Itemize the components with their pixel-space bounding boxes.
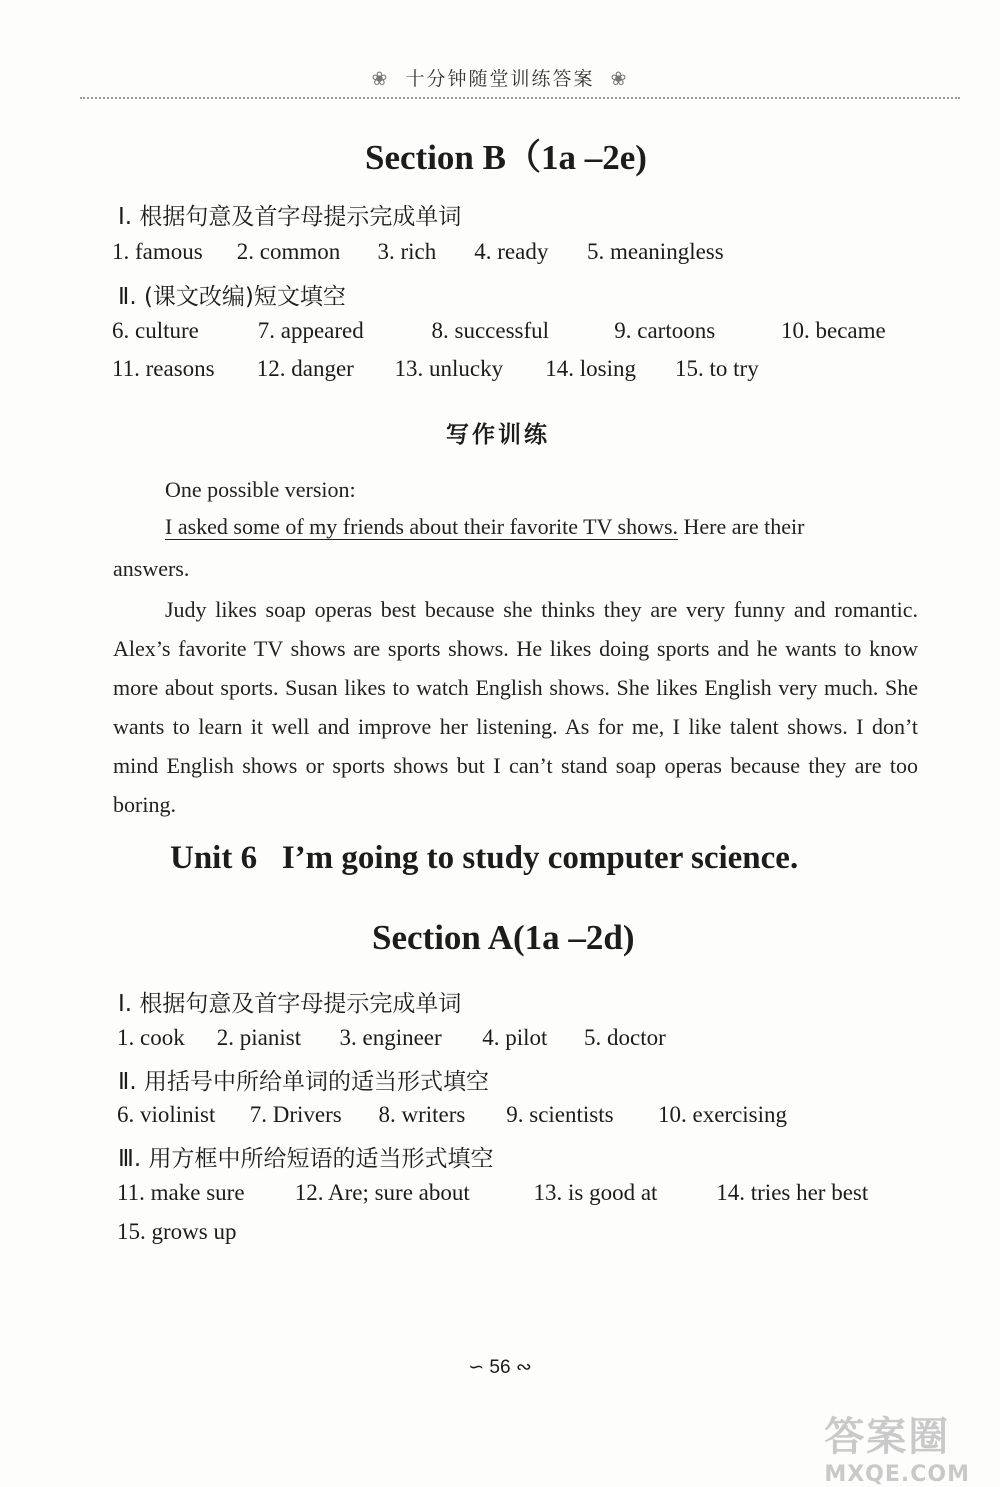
section-a-title: Section A(1a –2d): [372, 918, 635, 957]
unit-title: Unit 6 I’m going to study computer science.: [170, 840, 799, 876]
answer: 11. make sure: [117, 1180, 245, 1205]
underlined-sentence: I asked some of my friends about their favorite TV shows.: [165, 514, 679, 539]
writing-line2: answers.: [113, 556, 190, 581]
answer: 15. to try: [675, 356, 759, 381]
running-header: [0, 64, 1000, 91]
section-b-part2-heading: Ⅱ. (课文改编)短文填空: [118, 284, 346, 310]
answer: 7. Drivers: [249, 1102, 342, 1127]
section-a-part2-heading: Ⅱ. 用括号中所给单词的适当形式填空: [118, 1069, 489, 1095]
section-b-title: Section B（1a –2e): [365, 138, 647, 177]
section-a-part2-answers: [117, 1102, 787, 1128]
answer: 1. famous: [112, 239, 203, 264]
watermark-cn: 答案圈: [824, 1414, 951, 1460]
answer: 2. pianist: [216, 1025, 302, 1050]
answer: 13. is good at: [533, 1180, 658, 1205]
answer: 12. Are; sure about: [294, 1180, 470, 1205]
answer: 8. successful: [431, 318, 550, 343]
writing-line1-rest: Here are their: [683, 514, 805, 539]
page-number: 56: [489, 1357, 511, 1378]
answer: 3. rich: [377, 239, 437, 264]
answer: 14. tries her best: [716, 1180, 869, 1205]
section-b-part1-answers: [112, 239, 724, 265]
writing-title: 写作训练: [446, 422, 550, 448]
header-title: 十分钟随堂训练答案: [405, 68, 595, 90]
answer: 4. pilot: [482, 1025, 548, 1050]
right-ornament-icon: ∾: [515, 1357, 532, 1378]
answer: 12. danger: [256, 356, 354, 381]
answer: 5. meaningless: [587, 239, 724, 264]
section-a-part3-heading: Ⅲ. 用方框中所给短语的适当形式填空: [118, 1146, 494, 1172]
section-a-part3-answers-row1: [117, 1180, 868, 1206]
answer: 5. doctor: [584, 1025, 666, 1050]
section-b-part2-answers-row2: [112, 356, 759, 382]
section-b-part2-answers-row1: [112, 318, 886, 344]
answer: 2. common: [236, 239, 341, 264]
answer: 7. appeared: [257, 318, 364, 343]
answer: 11. reasons: [112, 356, 215, 381]
page-footer: [0, 1356, 1000, 1379]
watermark: [824, 1405, 970, 1487]
answer: 6. culture: [112, 318, 199, 343]
answer: 15. grows up: [117, 1219, 237, 1244]
answer: 13. unlucky: [394, 356, 504, 381]
writing-intro: One possible version:: [165, 477, 356, 502]
answer: 4. ready: [474, 239, 549, 264]
section-a-part3-answers-row2: [117, 1219, 236, 1245]
section-b-part1-heading: Ⅰ. 根据句意及首字母提示完成单词: [118, 204, 462, 230]
flower-icon: ❀: [371, 68, 390, 90]
answer: 9. scientists: [506, 1102, 614, 1127]
header-divider: [80, 97, 960, 99]
section-a-part1-heading: Ⅰ. 根据句意及首字母提示完成单词: [118, 991, 462, 1017]
flower-icon: ❀: [610, 68, 629, 90]
answer: 1. cook: [117, 1025, 185, 1050]
answer: 6. violinist: [117, 1102, 216, 1127]
watermark-en: MXQE.COM: [824, 1462, 970, 1487]
section-a-part1-answers: [117, 1025, 666, 1051]
answer: 10. exercising: [658, 1102, 788, 1127]
writing-paragraph: Judy likes soap operas best because she thinks they are very funny and romantic. Alex’s favorite TV shows are sports shows. He likes doing sports and he wants to know more about sports. Susan likes to watch English shows. She likes English very much. She wants to learn it well and improve her listening. As for me, I like talent shows. I don’t mind English shows or sports shows but I can’t stand soap operas because they are too boring.: [113, 597, 918, 817]
answer: 3. engineer: [339, 1025, 442, 1050]
answer: 10. became: [781, 318, 886, 343]
writing-line1: [165, 514, 804, 540]
answer: 14. losing: [545, 356, 636, 381]
left-ornament-icon: ∽: [468, 1357, 485, 1378]
answer: 8. writers: [378, 1102, 466, 1127]
answer: 9. cartoons: [614, 318, 716, 343]
